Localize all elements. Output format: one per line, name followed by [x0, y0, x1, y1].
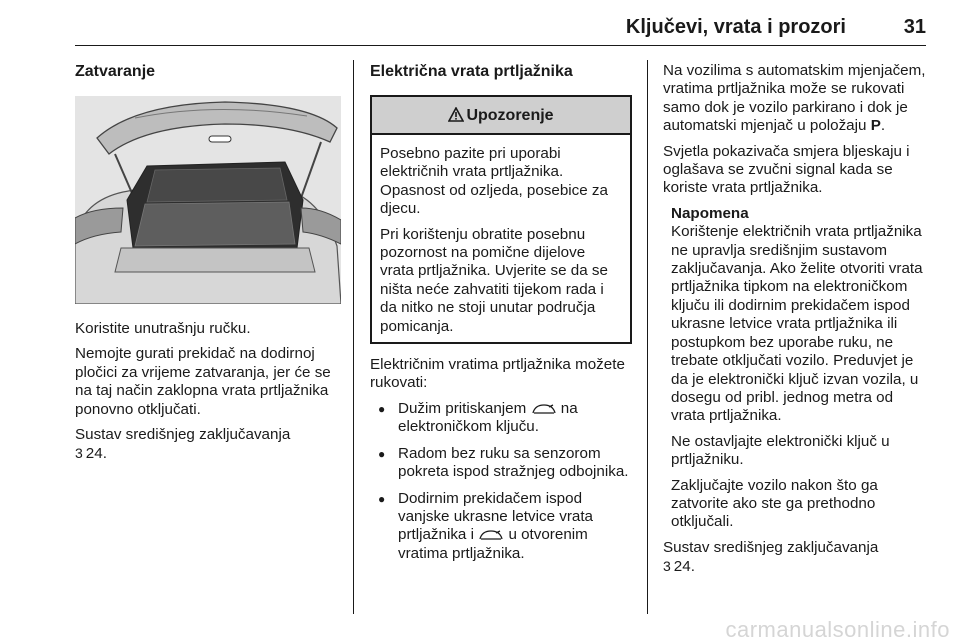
note-paragraph: Zaključajte vozilo nakon što ga zatvorite ako ste ga prethodno otključali.	[671, 476, 878, 531]
column-1	[75, 62, 341, 464]
list-text: Radom bez ruku sa senzorom pokreta ispod stražnjeg odbojnika.	[398, 444, 629, 481]
note-title: Napomena	[671, 204, 749, 222]
warning-header	[372, 97, 630, 135]
note-paragraph: Korištenje električnih vrata prtljažnika ne upravlja središnjim sustavom zaključavanja. Ako želite otvoriti vrata prtljažnika tipkom na elektroničkom ključu ili dodirnim prekidačem ispod ukrasne letvice vrata prtljažnika ili postupkom bez uporabe ruku, ne trebate otključati vozilo. Preduvjet je da je elektronički ključ izvan vozila, u dosegu od pribl. jednog metra od vrata prtljažnika.	[671, 223, 923, 425]
page-header	[75, 12, 926, 46]
reference-page: 24.	[673, 558, 695, 576]
watermark: carmanualsonline.info	[725, 616, 950, 642]
list-item	[370, 445, 632, 482]
chapter-title: Ključevi, vrata i prozori	[625, 16, 846, 38]
tailgate-illustration	[75, 96, 341, 304]
note-paragraph: Ne ostavljajte elektronički ključ u prtljažniku.	[671, 432, 890, 469]
page-number: 31	[903, 16, 926, 38]
paragraph: Nemojte gurati prekidač na dodirnoj pločici za vrijeme zatvaranja, jer će se na taj način zaklopna vrata prtljažnika ponovno otključati.	[75, 345, 331, 418]
paragraph: Sustav središnjeg zaključavanja	[75, 426, 291, 444]
paragraph: Električnim vratima prtljažnika možete rukovati:	[370, 356, 625, 392]
page-reference	[663, 557, 931, 576]
list-item	[370, 490, 632, 564]
gear-position: P	[870, 117, 881, 135]
section-heading: Električna vrata prtljažnika	[370, 63, 573, 80]
column-3	[663, 62, 931, 577]
column-divider	[353, 60, 354, 614]
note-block	[663, 205, 931, 532]
list-text: na elektroničkom ključu.	[398, 399, 578, 436]
tailgate-key-icon	[531, 403, 557, 415]
section-heading: Zatvaranje	[75, 63, 156, 80]
paragraph-text: .	[880, 117, 886, 135]
page-reference	[75, 444, 341, 463]
list-item	[370, 400, 632, 437]
operation-list	[370, 400, 632, 563]
warning-box	[370, 95, 632, 344]
list-text: u otvorenim vratima prtljažnika.	[398, 526, 588, 562]
paragraph: Sustav središnjeg zaključavanja	[663, 538, 879, 556]
warning-triangle-icon	[448, 107, 464, 122]
column-2	[370, 62, 632, 571]
column-divider	[647, 60, 648, 614]
list-text: Dužim pritiskanjem	[398, 399, 527, 417]
header-rule	[75, 45, 926, 46]
paragraph: Svjetla pokazivača smjera bljeskaju i oglašava se zvučni signal kada se koriste vrata prtljažnika.	[663, 142, 910, 197]
warning-body	[372, 135, 630, 342]
paragraph-text: Na vozilima s automatskim mjenjačem, vratima prtljažnika može se rukovati samo dok je vozilo parkirano i dok je automatski mjenjač u položaju	[663, 62, 926, 135]
tailgate-key-icon	[478, 529, 504, 541]
reference-arrow-icon: 3	[663, 558, 671, 575]
paragraph	[663, 62, 931, 136]
warning-paragraph: Pri korištenju obratite posebnu pozornost na pomične dijelove vrata prtljažnika. Uvjerite se da se ništa neće zahvatiti tijekom rada i da nitko ne stoji unutar područja pomicanja.	[380, 225, 608, 335]
reference-arrow-icon: 3	[75, 445, 83, 462]
warning-title: Upozorenje	[466, 107, 554, 124]
warning-paragraph: Posebno pazite pri uporabi električnih vrata prtljažnika. Opasnost od ozljeda, posebice za djecu.	[380, 145, 608, 218]
paragraph: Koristite unutrašnju ručku.	[75, 320, 251, 337]
list-text: Dodirnim prekidačem ispod vanjske ukrasne letvice vrata prtljažnika i	[398, 489, 593, 544]
reference-page: 24.	[85, 445, 107, 463]
